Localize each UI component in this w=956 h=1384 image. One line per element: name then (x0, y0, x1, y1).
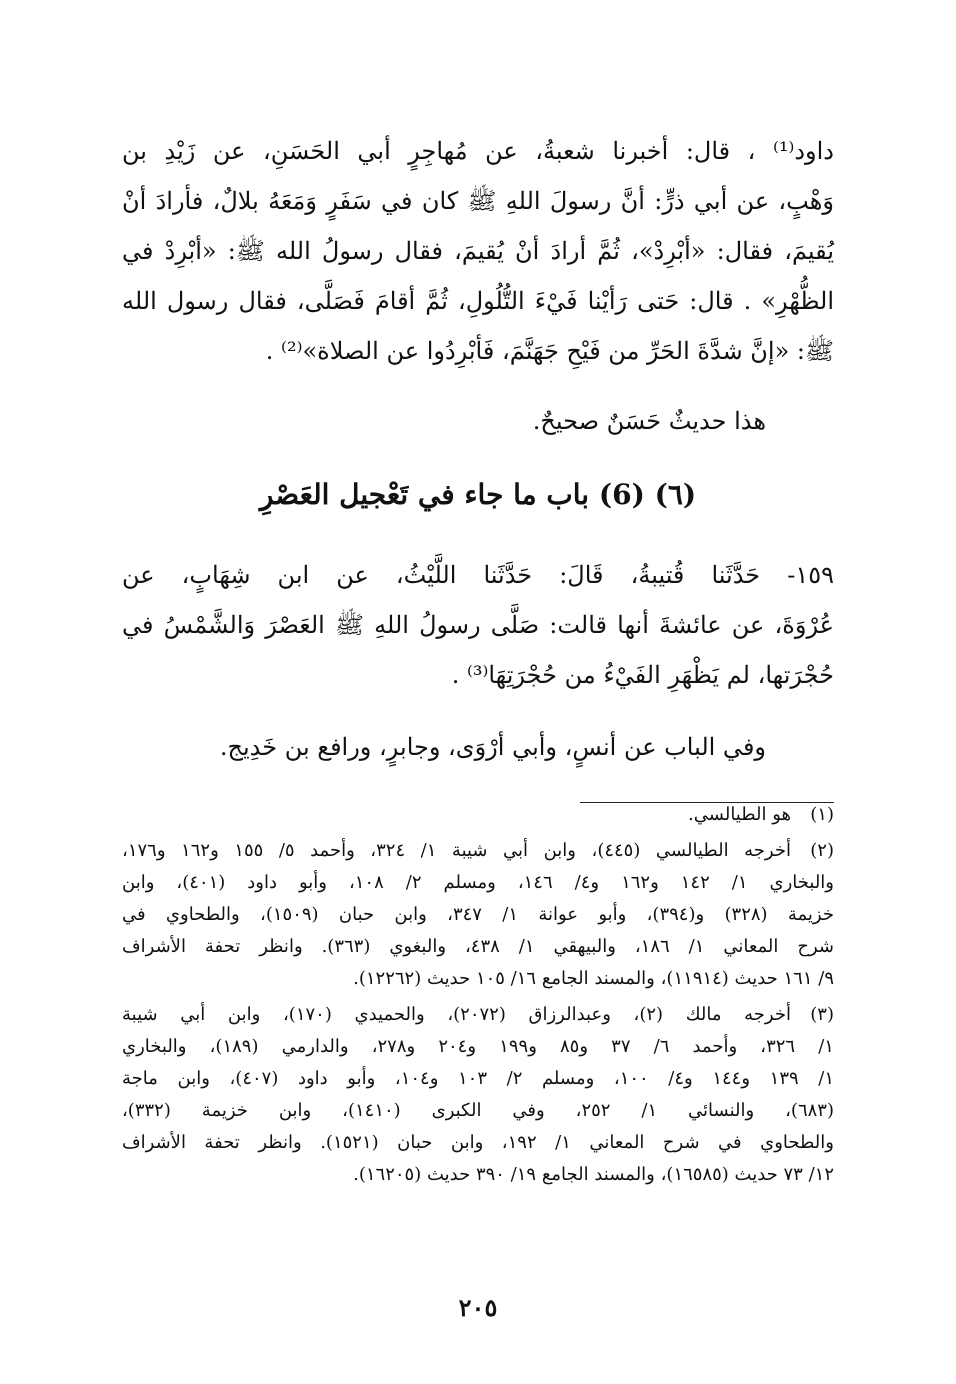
hadith-line: عُرْوَةَ، عن عائشةَ أنها قالت: صَلَّى رسولُ اللهِ ﷺ العَصْرَ وَالشَّمْسُ في (122, 611, 835, 639)
footnote-number: (٣) (810, 1004, 834, 1025)
footnote-line: هو الطيالسي. (688, 804, 791, 825)
footnote-line: ١/ ٣٢٦، وأحمد ٦/ ٣٧ و٨٥ و١٩٩ و٢٠٤ و٢٧٨، والدارمي (١٨٩)، والبخاري (122, 1036, 834, 1057)
footnote-number: (١) (810, 804, 834, 825)
footnote-line: خزيمة (٣٢٨) و(٣٩٤)، وأبو عوانة ١/ ٣٤٧، وابن حبان (١٥٠٩)، والطحاوي في (122, 904, 834, 925)
footnote-line: ٩/ ١٦١ حديث (١١٩١٤)، والمسند الجامع ١٦/ ١٠٥ حديث (١٢٢٦٢). (353, 968, 834, 989)
page-number: ٢٠٥ (458, 1293, 498, 1322)
hadith-line: حُجْرَتها، لم يَظْهَرِ الفَيْءُ من حُجْرَتِهَا⁽³⁾ . (451, 661, 834, 689)
footnote-line: والبخاري ١/ ١٤٢ و١٦٢ و٤/ ١٤٦، ومسلم ٢/ ١٠٨، وأبو داود (٤٠١)، وابن (122, 872, 834, 893)
footnote-line: شرح المعاني ١/ ١٨٦، والبيهقي ١/ ٤٣٨، والبغوي (٣٦٣). وانظر تحفة الأشراف (122, 936, 835, 957)
text-line: داود⁽¹⁾ ، قال: أخبرنا شعبةُ، عن مُهاجِرٍ أبي الحَسَنِ، عن زَيْدِ بن (122, 137, 834, 165)
footnote-line: أخرجه مالك (٢)، وعبدالرزاق (٢٠٧٢)، والحميدي (١٧٠)، وابن أبي شيبة (122, 1004, 791, 1025)
chapter-note: وفي الباب عن أنسٍ، وأبي أرْوَى، وجابرٍ، ورافع بن خَدِيج. (219, 733, 766, 761)
chapter-heading: (٦) (6) باب ما جاء في تَعْجيل العَصْرِ (259, 478, 697, 511)
hadith-verdict: هذا حديثٌ حَسَنٌ صحيحٌ. (532, 407, 766, 435)
text-line: ﷺ: «إنَّ شدَّةَ الحَرِّ من فَيْحِ جَهَنَّمَ، فَأبْرِدُوا عن الصلاة»⁽²⁾ . (265, 337, 834, 365)
text-line: يُقيمَ، فقال: «أبْرِدْ»، ثُمَّ أرادَ أنْ يُقيمَ، فقال رسولُ الله ﷺ: «أبْرِدْ في (122, 237, 834, 265)
text-line: وَهْبٍ، عن أبي ذرٍّ: أنَّ رسولَ اللهِ ﷺ كان في سَفَرٍ وَمَعَهُ بلالٌ، فأرادَ أنْ (122, 187, 834, 215)
footnote-line: (٦٨٣)، والنسائي ١/ ٢٥٢، وفي الكبرى (١٤١٠)، وابن خزيمة (٣٣٢)، (122, 1100, 834, 1121)
footnote-line: والطحاوي في شرح المعاني ١/ ١٩٢، وابن حبان (١٥٢١). وانظر تحفة الأشراف (122, 1132, 834, 1153)
footnote-line: ١٢/ ٧٣ حديث (١٦٥٨٥)، والمسند الجامع ١٩/ ٣٩٠ حديث (١٦٢٠٥). (353, 1164, 834, 1185)
footnote-line: أخرجه الطيالسي (٤٤٥)، وابن أبي شيبة ١/ ٣٢٤، وأحمد ٥/ ١٥٥ و١٦٢ و١٧٦، (122, 840, 791, 861)
text-line: الظُّهْرِ» . قال: حَتى رَأيْنا فَيْءَ التُّلُولِ، ثُمَّ أقامَ فَصَلَّى، فقال رسول الله (122, 287, 834, 315)
footnote-line: ١/ ١٣٩ و١٤٤ و٤/ ١٠٠، ومسلم ٢/ ١٠٣ و١٠٤، وأبو داود (٤٠٧)، وابن ماجة (122, 1068, 835, 1089)
footnote-number: (٢) (810, 840, 834, 861)
hadith-line: ١٥٩- حَدَّثَنا قُتيبةُ، قَالَ: حَدَّثَنا اللَّيْثُ، عن ابن شِهَابٍ، عن (122, 561, 835, 589)
